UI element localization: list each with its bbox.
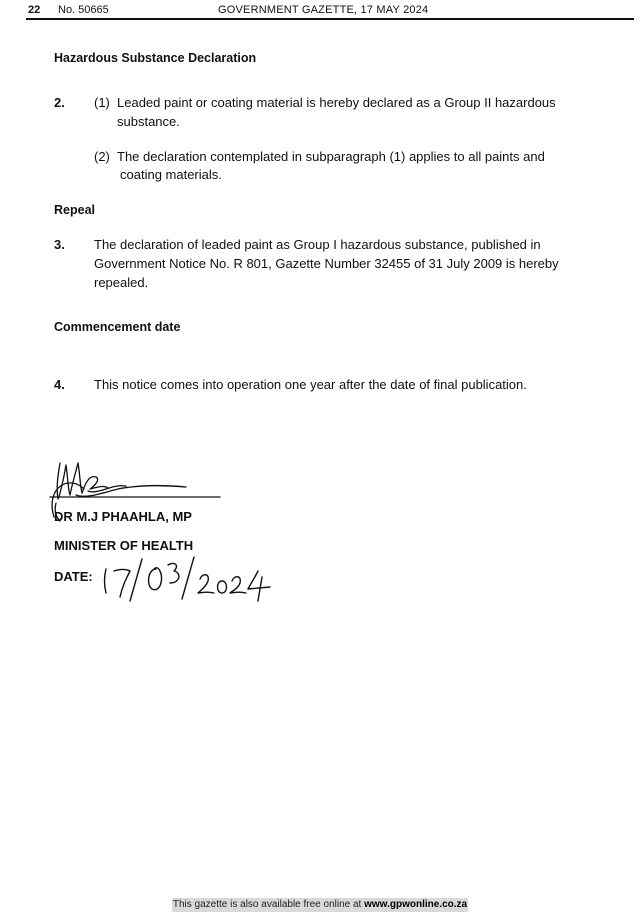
signatory-name: DR M.J PHAAHLA, MP — [54, 509, 192, 524]
footer-text: This gazette is also available free online at — [172, 899, 365, 910]
subparagraph-1-line-1: Leaded paint or coating material is hereby declared as a Group II hazardous — [117, 95, 556, 110]
subparagraph-2-line-1: The declaration contemplated in subparagraph (1) applies to all paints and — [117, 149, 545, 164]
date-label: DATE: — [54, 569, 93, 584]
paragraph-number-4: 4. — [54, 377, 65, 392]
footer-notice — [172, 898, 468, 912]
section-heading-hazardous: Hazardous Substance Declaration — [54, 51, 257, 65]
subparagraph-label-1: (1) — [94, 95, 110, 110]
section-heading-repeal: Repeal — [54, 203, 95, 217]
gazette-header — [0, 2, 644, 18]
handwritten-date — [100, 553, 275, 603]
subparagraph-2-line-2: coating materials. — [120, 167, 222, 182]
paragraph-number-2: 2. — [54, 95, 65, 110]
repeal-line-3: repealed. — [94, 275, 149, 290]
page-number: 22 — [28, 4, 41, 16]
section-heading-commencement: Commencement date — [54, 320, 181, 334]
signatory-title: MINISTER OF HEALTH — [54, 538, 194, 553]
repeal-line-2: Government Notice No. R 801, Gazette Number 32455 of 31 July 2009 is hereby — [94, 256, 559, 271]
footer-link[interactable]: www.gpwonline.co.za — [364, 899, 468, 910]
paragraph-number-3: 3. — [54, 237, 65, 252]
gazette-number: No. 50665 — [58, 4, 109, 16]
header-rule — [26, 18, 634, 20]
repeal-line-1: The declaration of leaded paint as Group I hazardous substance, published in — [94, 237, 541, 252]
gazette-title: GOVERNMENT GAZETTE, 17 MAY 2024 — [218, 4, 429, 16]
subparagraph-label-2: (2) — [94, 149, 110, 164]
commencement-text: This notice comes into operation one year after the date of final publication. — [94, 377, 527, 392]
subparagraph-1-line-2: substance. — [117, 114, 180, 129]
